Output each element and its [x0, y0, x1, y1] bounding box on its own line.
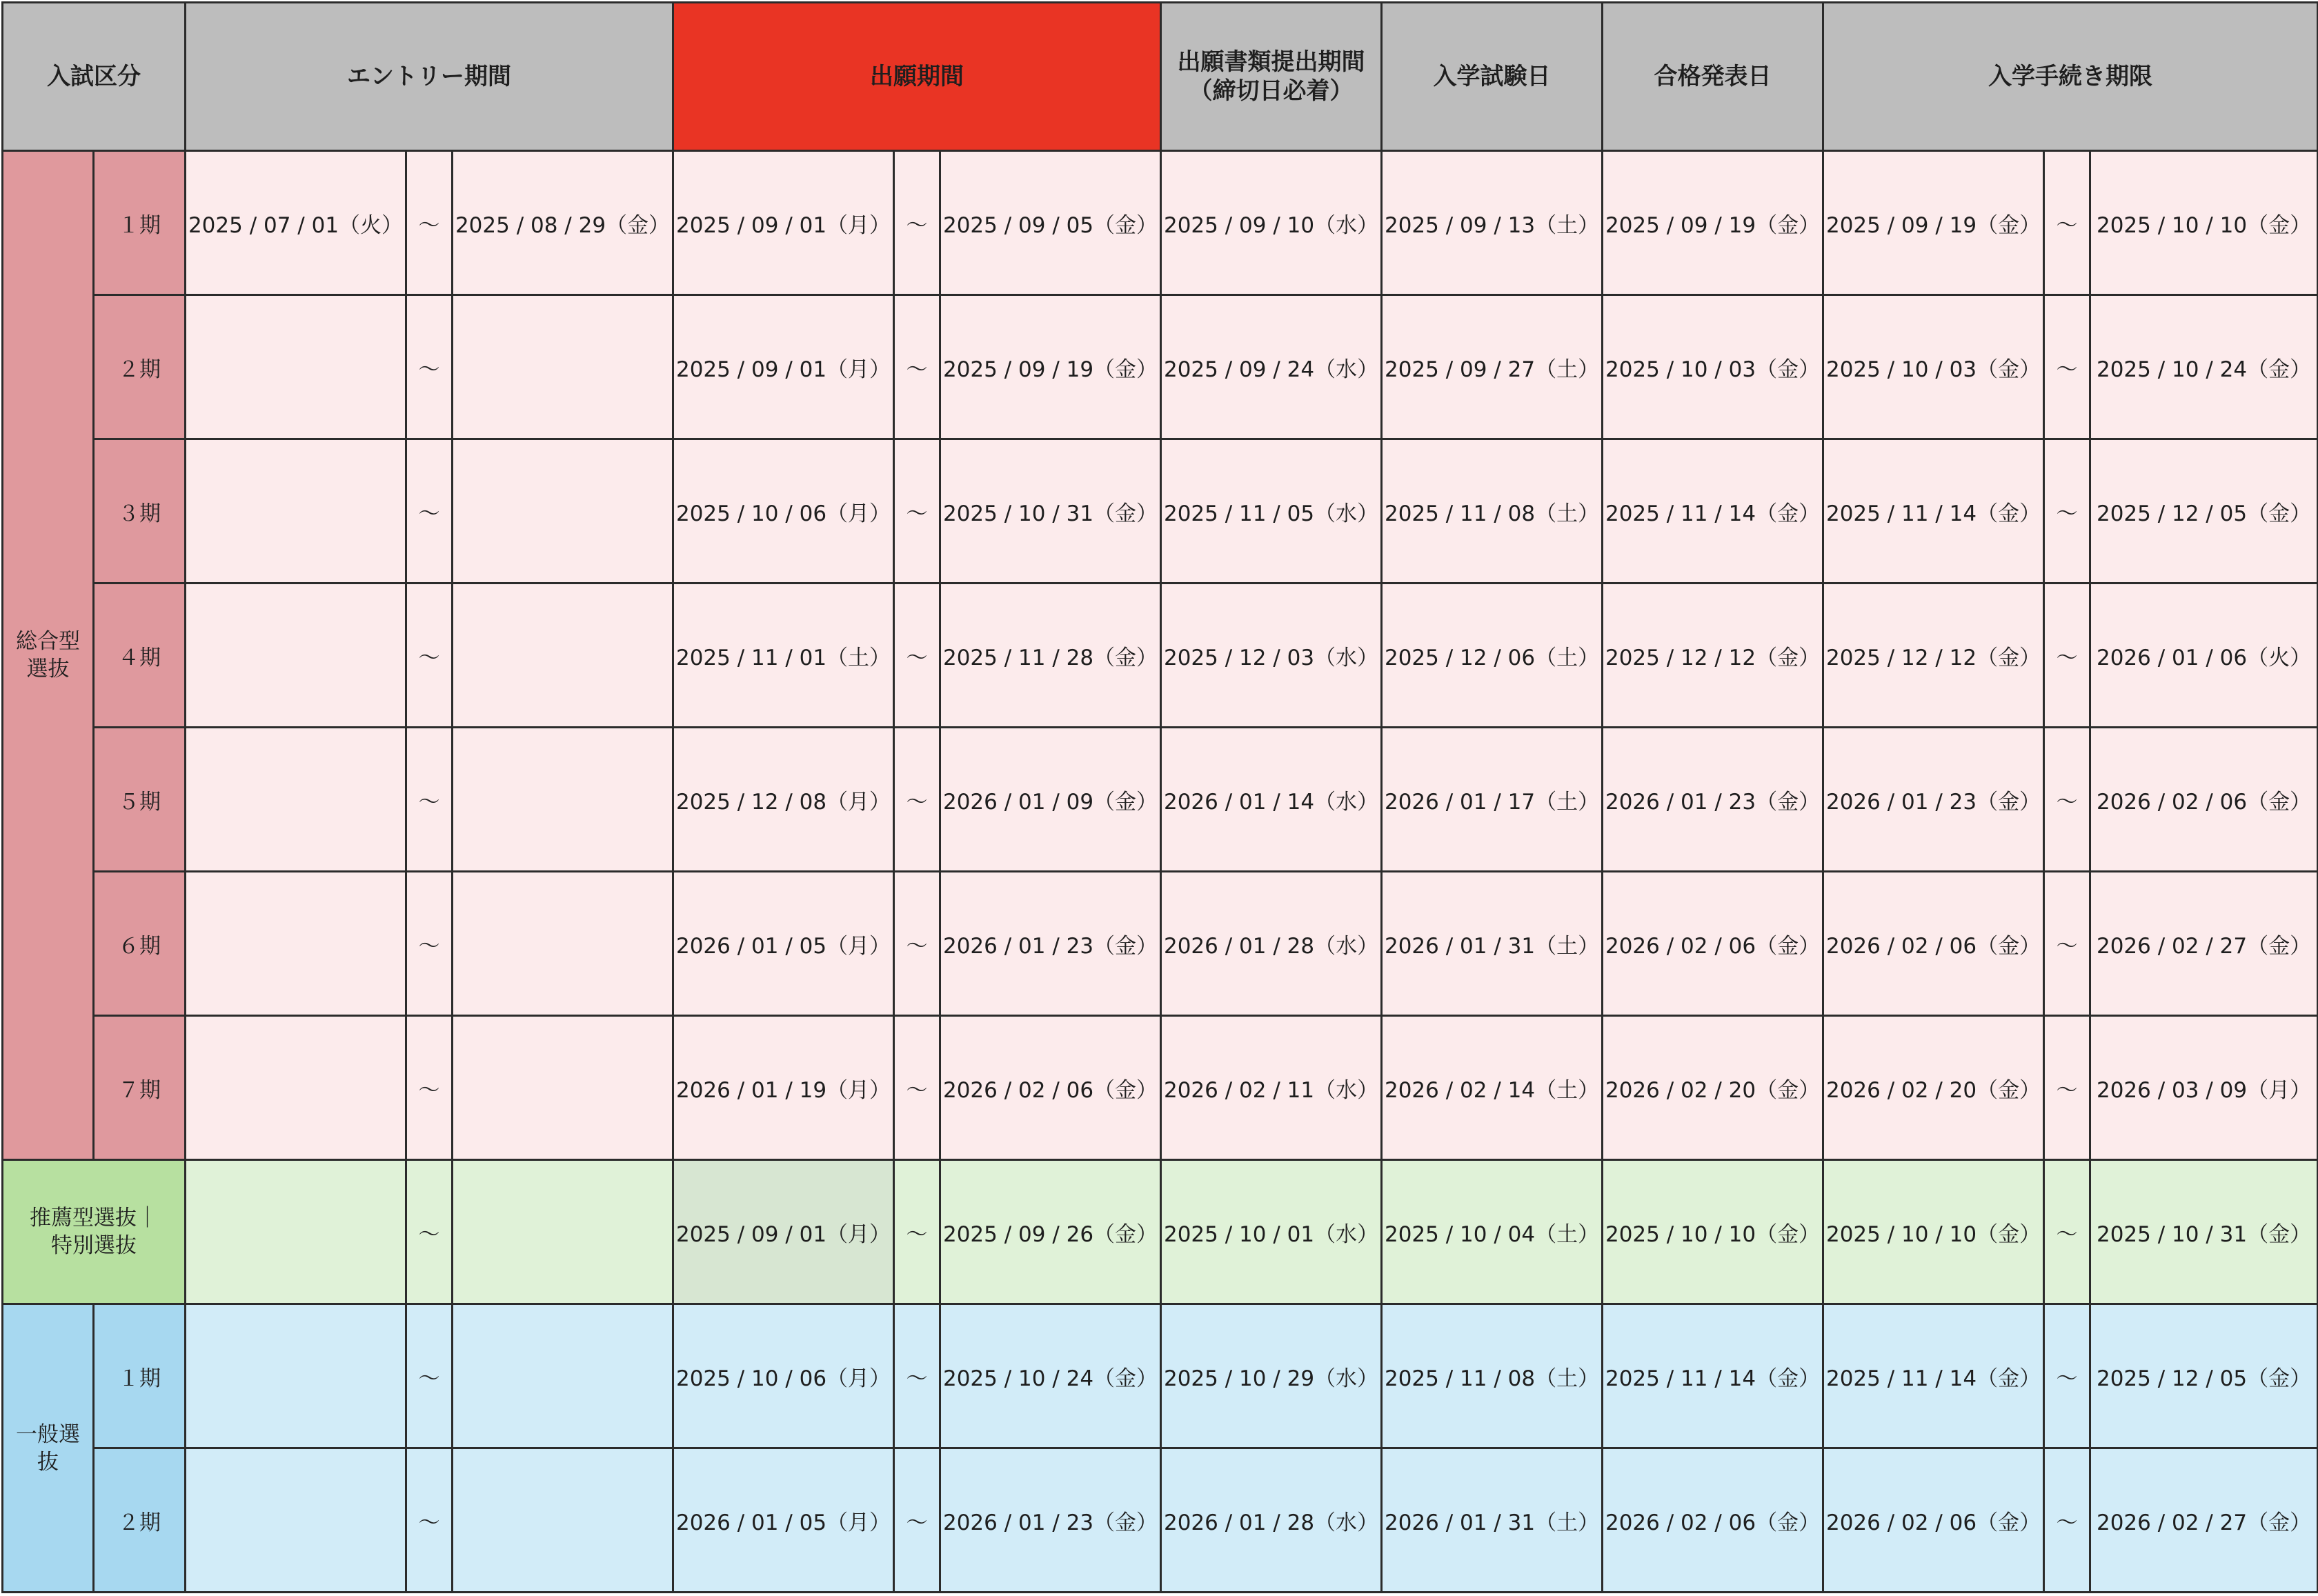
application-end-cell: 2025 / 09 / 05（金） — [940, 151, 1161, 295]
entry-start-cell — [186, 1016, 406, 1160]
application-start-cell: 2025 / 12 / 08（月） — [673, 728, 894, 872]
range-tilde: 〜 — [406, 151, 453, 295]
range-tilde: 〜 — [894, 583, 940, 728]
sougou-row — [3, 872, 2318, 1016]
exam-date-cell: 2025 / 09 / 13（土） — [1382, 151, 1603, 295]
result-date-cell: 2025 / 11 / 14（金） — [1603, 1304, 1823, 1448]
result-date-cell: 2026 / 02 / 06（金） — [1603, 872, 1823, 1016]
range-tilde: 〜 — [406, 1304, 453, 1448]
range-tilde: 〜 — [406, 728, 453, 872]
application-end-cell: 2026 / 01 / 23（金） — [940, 872, 1161, 1016]
application-start-cell: 2026 / 01 / 19（月） — [673, 1016, 894, 1160]
application-end-cell: 2025 / 09 / 19（金） — [940, 295, 1161, 439]
application-end-cell: 2025 / 10 / 24（金） — [940, 1304, 1161, 1448]
range-tilde: 〜 — [406, 1448, 453, 1593]
exam-date-cell: 2025 / 10 / 04（土） — [1382, 1160, 1603, 1304]
result-date-cell: 2025 / 10 / 10（金） — [1603, 1160, 1823, 1304]
document-deadline-cell: 2026 / 02 / 11（水） — [1161, 1016, 1382, 1160]
procedure-end-cell: 2026 / 02 / 27（金） — [2090, 872, 2318, 1016]
entry-start-cell — [186, 728, 406, 872]
range-tilde: 〜 — [406, 295, 453, 439]
procedure-end-cell: 2026 / 02 / 06（金） — [2090, 728, 2318, 872]
exam-date-cell: 2025 / 11 / 08（土） — [1382, 439, 1603, 583]
exam-date-cell: 2026 / 01 / 31（土） — [1382, 1448, 1603, 1593]
result-date-cell: 2026 / 02 / 20（金） — [1603, 1016, 1823, 1160]
range-tilde: 〜 — [406, 1160, 453, 1304]
result-date-cell: 2025 / 11 / 14（金） — [1603, 439, 1823, 583]
procedure-start-cell: 2025 / 10 / 03（金） — [1823, 295, 2044, 439]
application-end-cell: 2025 / 10 / 31（金） — [940, 439, 1161, 583]
range-tilde: 〜 — [894, 1304, 940, 1448]
procedure-start-cell: 2026 / 02 / 06（金） — [1823, 1448, 2044, 1593]
sougou-row — [3, 295, 2318, 439]
exam-date-cell: 2025 / 09 / 27（土） — [1382, 295, 1603, 439]
document-deadline-cell: 2026 / 01 / 28（水） — [1161, 1448, 1382, 1593]
term-label: ７期 — [94, 1016, 186, 1160]
procedure-start-cell: 2026 / 02 / 20（金） — [1823, 1016, 2044, 1160]
entry-end-cell — [453, 583, 673, 728]
procedure-end-cell: 2025 / 12 / 05（金） — [2090, 439, 2318, 583]
exam-date-cell: 2026 / 02 / 14（土） — [1382, 1016, 1603, 1160]
entry-start-cell — [186, 295, 406, 439]
procedure-start-cell: 2025 / 11 / 14（金） — [1823, 1304, 2044, 1448]
header-exam-date: 入学試験日 — [1382, 3, 1603, 151]
range-tilde: 〜 — [406, 439, 453, 583]
document-deadline-cell: 2025 / 11 / 05（水） — [1161, 439, 1382, 583]
application-start-cell: 2025 / 11 / 01（土） — [673, 583, 894, 728]
range-tilde: 〜 — [2044, 151, 2090, 295]
range-tilde: 〜 — [894, 872, 940, 1016]
range-tilde: 〜 — [894, 728, 940, 872]
range-tilde: 〜 — [894, 1160, 940, 1304]
application-start-cell: 2026 / 01 / 05（月） — [673, 872, 894, 1016]
range-tilde: 〜 — [894, 439, 940, 583]
result-date-cell: 2025 / 10 / 03（金） — [1603, 295, 1823, 439]
entry-start-cell — [186, 872, 406, 1016]
exam-date-cell: 2026 / 01 / 31（土） — [1382, 872, 1603, 1016]
sougou-row — [3, 583, 2318, 728]
procedure-start-cell: 2025 / 09 / 19（金） — [1823, 151, 2044, 295]
application-start-cell: 2025 / 09 / 01（月） — [673, 1160, 894, 1304]
header-row — [3, 3, 2318, 151]
result-date-cell: 2025 / 09 / 19（金） — [1603, 151, 1823, 295]
term-label: ３期 — [94, 439, 186, 583]
application-end-cell: 2025 / 11 / 28（金） — [940, 583, 1161, 728]
entry-end-cell — [453, 1304, 673, 1448]
header-application-period: 出願期間 — [673, 3, 1161, 151]
entry-end-cell — [453, 1160, 673, 1304]
header-procedure-deadline: 入学手続き期限 — [1823, 3, 2318, 151]
procedure-start-cell: 2026 / 01 / 23（金） — [1823, 728, 2044, 872]
ippan-row — [3, 1304, 2318, 1448]
document-deadline-cell: 2026 / 01 / 28（水） — [1161, 872, 1382, 1016]
range-tilde: 〜 — [406, 872, 453, 1016]
entry-start-cell — [186, 1448, 406, 1593]
ippan-row — [3, 1448, 2318, 1593]
sougou-row — [3, 151, 2318, 295]
range-tilde: 〜 — [2044, 1160, 2090, 1304]
procedure-end-cell: 2025 / 12 / 05（金） — [2090, 1304, 2318, 1448]
ippan-section-label: 一般選抜 — [3, 1304, 94, 1593]
term-label: ２期 — [94, 1448, 186, 1593]
term-label: １期 — [94, 1304, 186, 1448]
entry-start-cell: 2025 / 07 / 01（火） — [186, 151, 406, 295]
sougou-section-label: 総合型選抜 — [3, 151, 94, 1160]
procedure-end-cell: 2025 / 10 / 24（金） — [2090, 295, 2318, 439]
entry-end-cell: 2025 / 08 / 29（金） — [453, 151, 673, 295]
entry-end-cell — [453, 1448, 673, 1593]
procedure-end-cell: 2025 / 10 / 31（金） — [2090, 1160, 2318, 1304]
range-tilde: 〜 — [2044, 1448, 2090, 1593]
range-tilde: 〜 — [406, 1016, 453, 1160]
application-end-cell: 2026 / 01 / 09（金） — [940, 728, 1161, 872]
entry-end-cell — [453, 728, 673, 872]
application-end-cell: 2026 / 01 / 23（金） — [940, 1448, 1161, 1593]
procedure-end-cell: 2026 / 03 / 09（月） — [2090, 1016, 2318, 1160]
document-deadline-cell: 2025 / 09 / 24（水） — [1161, 295, 1382, 439]
entry-start-cell — [186, 1160, 406, 1304]
range-tilde: 〜 — [406, 583, 453, 728]
procedure-end-cell: 2026 / 01 / 06（火） — [2090, 583, 2318, 728]
entry-start-cell — [186, 439, 406, 583]
sougou-row — [3, 439, 2318, 583]
term-label: １期 — [94, 151, 186, 295]
entry-start-cell — [186, 1304, 406, 1448]
header-result-date: 合格発表日 — [1603, 3, 1823, 151]
document-deadline-cell: 2025 / 12 / 03（水） — [1161, 583, 1382, 728]
header-document-period: 出願書類提出期間（締切日必着） — [1161, 3, 1382, 151]
exam-date-cell: 2025 / 12 / 06（土） — [1382, 583, 1603, 728]
procedure-start-cell: 2025 / 11 / 14（金） — [1823, 439, 2044, 583]
procedure-end-cell: 2025 / 10 / 10（金） — [2090, 151, 2318, 295]
range-tilde: 〜 — [2044, 1304, 2090, 1448]
procedure-start-cell: 2025 / 12 / 12（金） — [1823, 583, 2044, 728]
entry-end-cell — [453, 872, 673, 1016]
suisen-row — [3, 1160, 2318, 1304]
admission-schedule-table — [1, 1, 2318, 1593]
suisen-section-label: 推薦型選抜｜特別選抜 — [3, 1160, 186, 1304]
application-start-cell: 2025 / 09 / 01（月） — [673, 295, 894, 439]
range-tilde: 〜 — [2044, 295, 2090, 439]
header-category: 入試区分 — [3, 3, 186, 151]
exam-date-cell: 2026 / 01 / 17（土） — [1382, 728, 1603, 872]
term-label: ４期 — [94, 583, 186, 728]
range-tilde: 〜 — [2044, 439, 2090, 583]
range-tilde: 〜 — [2044, 728, 2090, 872]
result-date-cell: 2026 / 01 / 23（金） — [1603, 728, 1823, 872]
procedure-end-cell: 2026 / 02 / 27（金） — [2090, 1448, 2318, 1593]
term-label: ６期 — [94, 872, 186, 1016]
range-tilde: 〜 — [894, 151, 940, 295]
application-start-cell: 2025 / 09 / 01（月） — [673, 151, 894, 295]
range-tilde: 〜 — [2044, 1016, 2090, 1160]
sougou-row — [3, 1016, 2318, 1160]
range-tilde: 〜 — [2044, 872, 2090, 1016]
result-date-cell: 2025 / 12 / 12（金） — [1603, 583, 1823, 728]
application-end-cell: 2026 / 02 / 06（金） — [940, 1016, 1161, 1160]
document-deadline-cell: 2025 / 10 / 01（水） — [1161, 1160, 1382, 1304]
application-start-cell: 2025 / 10 / 06（月） — [673, 1304, 894, 1448]
range-tilde: 〜 — [894, 295, 940, 439]
entry-end-cell — [453, 295, 673, 439]
document-deadline-cell: 2025 / 10 / 29（水） — [1161, 1304, 1382, 1448]
exam-date-cell: 2025 / 11 / 08（土） — [1382, 1304, 1603, 1448]
range-tilde: 〜 — [894, 1448, 940, 1593]
application-start-cell: 2026 / 01 / 05（月） — [673, 1448, 894, 1593]
procedure-start-cell: 2026 / 02 / 06（金） — [1823, 872, 2044, 1016]
document-deadline-cell: 2025 / 09 / 10（水） — [1161, 151, 1382, 295]
header-entry-period: エントリー期間 — [186, 3, 673, 151]
procedure-start-cell: 2025 / 10 / 10（金） — [1823, 1160, 2044, 1304]
range-tilde: 〜 — [894, 1016, 940, 1160]
entry-start-cell — [186, 583, 406, 728]
range-tilde: 〜 — [2044, 583, 2090, 728]
application-end-cell: 2025 / 09 / 26（金） — [940, 1160, 1161, 1304]
sougou-row — [3, 728, 2318, 872]
document-deadline-cell: 2026 / 01 / 14（水） — [1161, 728, 1382, 872]
result-date-cell: 2026 / 02 / 06（金） — [1603, 1448, 1823, 1593]
entry-end-cell — [453, 1016, 673, 1160]
application-start-cell: 2025 / 10 / 06（月） — [673, 439, 894, 583]
term-label: ２期 — [94, 295, 186, 439]
entry-end-cell — [453, 439, 673, 583]
term-label: ５期 — [94, 728, 186, 872]
